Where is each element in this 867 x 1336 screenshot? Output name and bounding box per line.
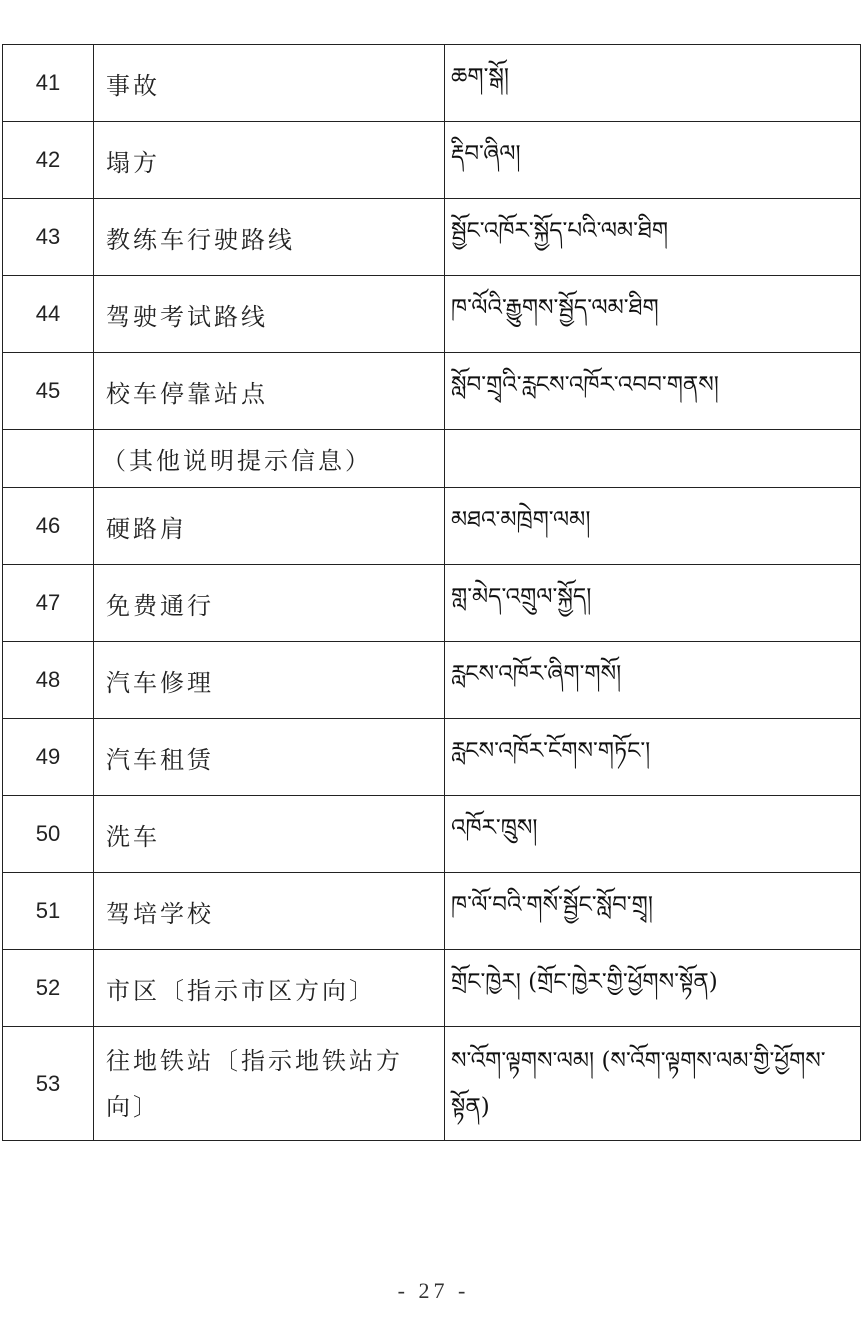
row-number: 44 bbox=[3, 276, 94, 352]
row-number: 53 bbox=[3, 1027, 94, 1140]
tibetan-term: ཁ་ལོའི་རྒྱུགས་སྦྱོད་ལམ་ཐིག bbox=[445, 276, 861, 352]
vocabulary-table bbox=[2, 44, 861, 1141]
tibetan-term: འཁོར་ཁྲུས། bbox=[445, 796, 861, 872]
tibetan-term: མཐའ་མཁྲེག་ལམ། bbox=[445, 488, 861, 564]
tibetan-term bbox=[445, 430, 861, 487]
table-row bbox=[3, 353, 861, 430]
table-row bbox=[3, 950, 861, 1027]
table-row bbox=[3, 488, 861, 565]
chinese-term: 往地铁站〔指示地铁站方向〕 bbox=[94, 1027, 445, 1140]
chinese-term: 驾培学校 bbox=[94, 873, 445, 949]
chinese-term: 教练车行驶路线 bbox=[94, 199, 445, 275]
chinese-term: 塌方 bbox=[94, 122, 445, 198]
tibetan-term: ས་འོག་ལྟགས་ལམ། (ས་འོག་ལྟགས་ལམ་གྱི་ཕྱོགས་སྟོན) bbox=[445, 1027, 861, 1140]
row-number: 52 bbox=[3, 950, 94, 1026]
section-note: （其他说明提示信息） bbox=[94, 430, 445, 487]
chinese-term: 市区〔指示市区方向〕 bbox=[94, 950, 445, 1026]
tibetan-term: རླངས་འཁོར་ཞིག་གསོ། bbox=[445, 642, 861, 718]
tibetan-term: སྦྱོང་འཁོར་སྐྱོད་པའི་ལམ་ཐིག bbox=[445, 199, 861, 275]
row-number: 49 bbox=[3, 719, 94, 795]
row-number: 47 bbox=[3, 565, 94, 641]
tibetan-term: ཁ་ལོ་བའི་གསོ་སྦྱོང་སློབ་གྲྭ། bbox=[445, 873, 861, 949]
table-row bbox=[3, 199, 861, 276]
row-number: 41 bbox=[3, 45, 94, 121]
tibetan-term: སློབ་གྲྭའི་རླངས་འཁོར་འབབ་གནས། bbox=[445, 353, 861, 429]
row-number: 43 bbox=[3, 199, 94, 275]
table-row bbox=[3, 276, 861, 353]
chinese-term: 硬路肩 bbox=[94, 488, 445, 564]
chinese-term: 洗车 bbox=[94, 796, 445, 872]
table-row bbox=[3, 565, 861, 642]
chinese-term: 免费通行 bbox=[94, 565, 445, 641]
row-number: 46 bbox=[3, 488, 94, 564]
table-row bbox=[3, 796, 861, 873]
row-number: 42 bbox=[3, 122, 94, 198]
table-row bbox=[3, 719, 861, 796]
chinese-term: 事故 bbox=[94, 45, 445, 121]
table-row bbox=[3, 45, 861, 122]
tibetan-term: གླ་མེད་འགྲུལ་སྐྱོད། bbox=[445, 565, 861, 641]
tibetan-term: རླངས་འཁོར་ངོགས་གཏོང་། bbox=[445, 719, 861, 795]
row-number: 51 bbox=[3, 873, 94, 949]
page-number: - 27 - bbox=[397, 1278, 470, 1303]
chinese-term: 校车停靠站点 bbox=[94, 353, 445, 429]
row-number: 50 bbox=[3, 796, 94, 872]
chinese-term: 汽车修理 bbox=[94, 642, 445, 718]
row-number bbox=[3, 430, 94, 487]
table-row bbox=[3, 642, 861, 719]
tibetan-term: རྡིབ་ཞིལ། bbox=[445, 122, 861, 198]
row-number: 45 bbox=[3, 353, 94, 429]
tibetan-term: ཆག་སྒོ། bbox=[445, 45, 861, 121]
table-row bbox=[3, 122, 861, 199]
table-row bbox=[3, 873, 861, 950]
row-number: 48 bbox=[3, 642, 94, 718]
chinese-term: 汽车租赁 bbox=[94, 719, 445, 795]
chinese-term: 驾驶考试路线 bbox=[94, 276, 445, 352]
section-note-row bbox=[3, 430, 861, 488]
tibetan-term: གྲོང་ཁྱེར། (གྲོང་ཁྱེར་གྱི་ཕྱོགས་སྟོན) bbox=[445, 950, 861, 1026]
table-row bbox=[3, 1027, 861, 1141]
